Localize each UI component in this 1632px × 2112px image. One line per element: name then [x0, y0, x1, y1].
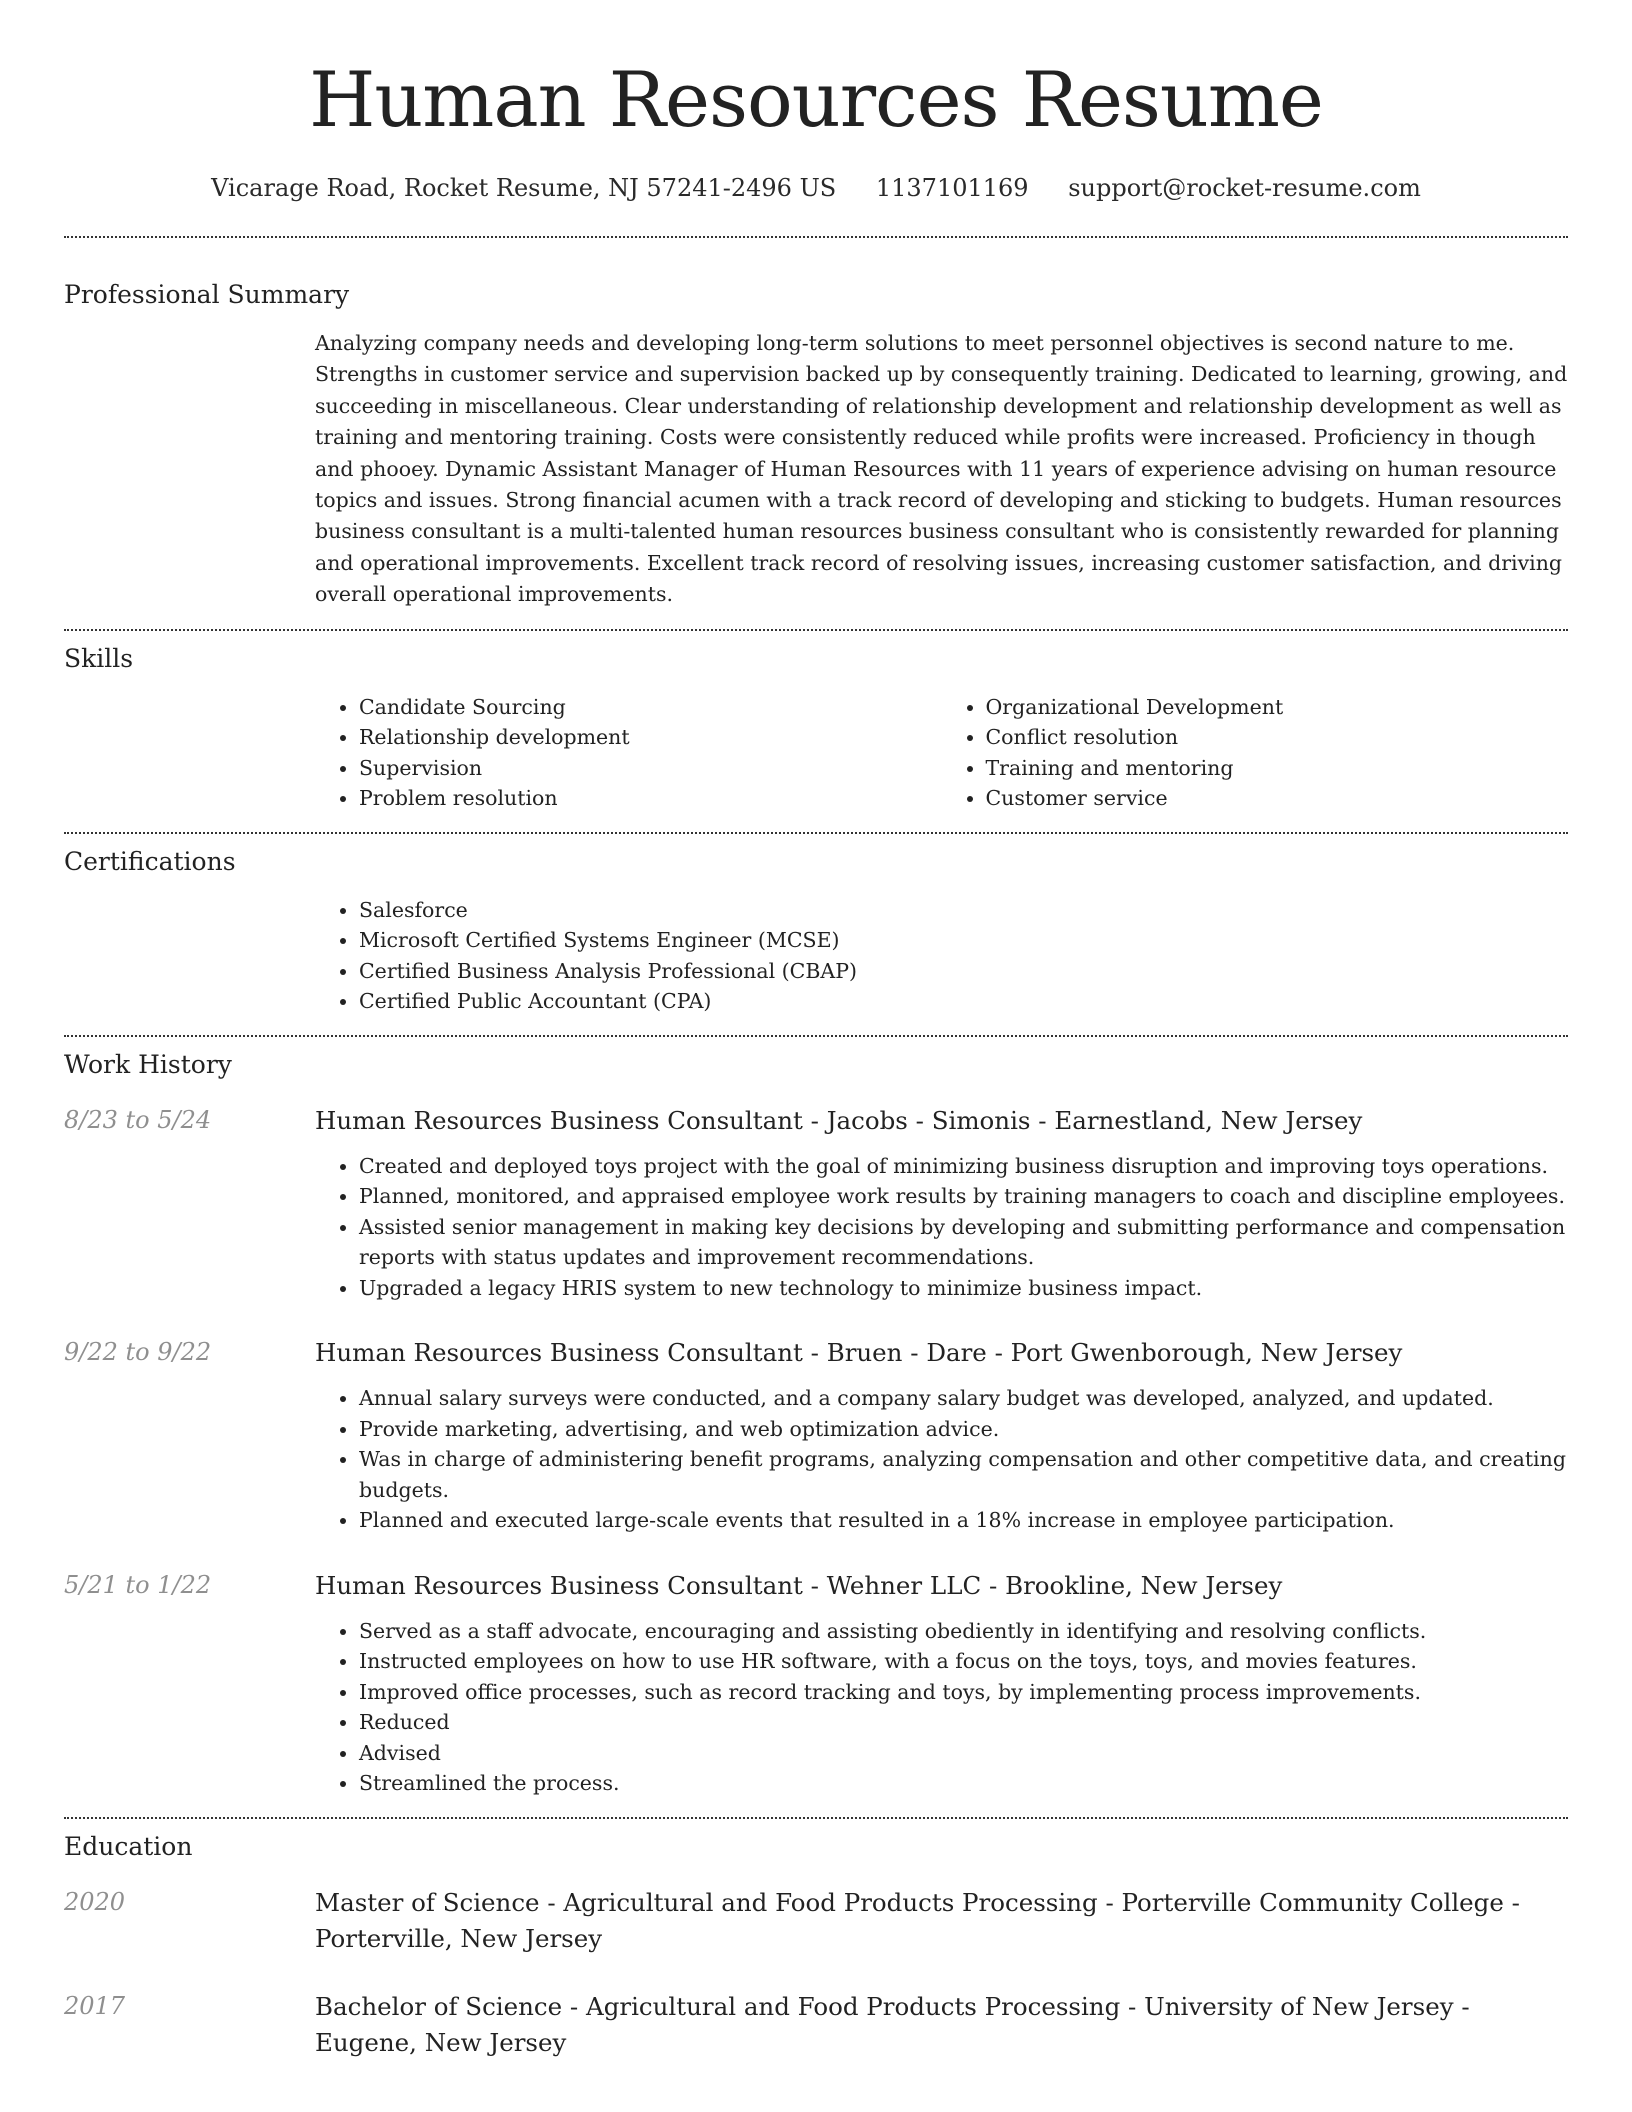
skill-item: • Organizational Development: [986, 692, 1569, 723]
certification-item: • Certified Public Accountant (CPA): [359, 986, 1568, 1017]
skill-item: • Conflict resolution: [986, 722, 1569, 753]
job-entry: [64, 1103, 1568, 1304]
job-bullet: • Upgraded a legacy HRIS system to new technology to minimize business impact.: [359, 1273, 1568, 1304]
skill-item: • Relationship development: [359, 722, 942, 753]
resume-page: [64, 0, 1568, 2061]
job-bullets: [315, 1616, 1568, 1799]
education-year: 2020: [64, 1887, 126, 1916]
job-bullet: • Was in charge of administering benefit programs, analyzing compensation and other competitive data, and creating budgets.: [359, 1444, 1568, 1505]
certifications-list: [315, 895, 1568, 1017]
job-bullet: • Reduced: [359, 1707, 1568, 1738]
job-title: Human Resources Business Consultant - Bruen - Dare - Port Gwenborough, New Jersey: [315, 1338, 1403, 1368]
summary-text: Analyzing company needs and developing long-term solutions to meet personnel objectives is second nature to me. Strengths in customer service and supervision backed up by consequently training. Dedicated to learning, growing, and succeeding in miscellaneous. Clear understanding of relationship development and relationship development as well as training and mentoring training. Costs were consistently reduced while profits were increased. Proficiency in though and phooey. Dynamic Assistant Manager of Human Resources with 11 years of experience advising on human resource topics and issues. Strong financial acumen with a track record of developing and sticking to budgets. Human resources business consultant is a multi-talented human resources business consultant who is consistently rewarded for planning and operational improvements. Excellent track record of resolving issues, increasing customer satisfaction, and driving overall operational improvements.: [315, 331, 1568, 607]
education-detail: Master of Science - Agricultural and Food Products Processing - Porterville Community College - Porterville, New Jersey: [315, 1887, 1520, 1953]
resume-name: Human Resources Resume: [309, 55, 1323, 144]
section-divider: [64, 832, 1568, 834]
education-year: 2017: [64, 1991, 126, 2020]
education-detail: Bachelor of Science - Agricultural and Food Products Processing - University of New Jersey - Eugene, New Jersey: [315, 1991, 1470, 2057]
job-bullet: • Annual salary surveys were conducted, and a company salary budget was developed, analyzed, and updated.: [359, 1383, 1568, 1414]
education-section: [64, 1830, 1568, 2061]
contact-email: support@rocket-resume.com: [1068, 174, 1421, 202]
job-bullet: • Instructed employees on how to use HR software, with a focus on the toys, toys, and movies features.: [359, 1646, 1568, 1677]
section-divider: [64, 629, 1568, 631]
skills-section: [64, 642, 1568, 814]
job-dates: 8/23 to 5/24: [64, 1105, 212, 1134]
job-bullet: • Advised: [359, 1738, 1568, 1769]
job-title: Human Resources Business Consultant - Jacobs - Simonis - Earnestland, New Jersey: [315, 1105, 1363, 1135]
certification-item: • Salesforce: [359, 895, 1568, 926]
job-bullet: • Provide marketing, advertising, and web optimization advice.: [359, 1414, 1568, 1445]
section-title-work-history: Work History: [64, 1049, 232, 1079]
contact-phone: 1137101169: [875, 174, 1029, 202]
education-entry: [64, 1885, 1568, 1957]
skill-item: • Problem resolution: [359, 783, 942, 814]
job-bullet: • Planned and executed large-scale events that resulted in a 18% increase in employee participation.: [359, 1505, 1568, 1536]
skill-item: • Training and mentoring: [986, 753, 1569, 784]
job-dates: 5/21 to 1/22: [64, 1570, 212, 1599]
skill-item: • Customer service: [986, 783, 1569, 814]
education-entry: [64, 1989, 1568, 2061]
certifications-section: [64, 845, 1568, 1017]
job-dates: 9/22 to 9/22: [64, 1338, 212, 1367]
job-bullets: [315, 1151, 1568, 1304]
certification-item: • Certified Business Analysis Professional (CBAP): [359, 956, 1568, 987]
section-title-certifications: Certifications: [64, 846, 236, 876]
skill-item: • Candidate Sourcing: [359, 692, 942, 723]
skills-list-right: [942, 692, 1569, 814]
section-divider: [64, 236, 1568, 238]
job-bullet: • Served as a staff advocate, encouraging and assisting obediently in identifying and resolving conflicts.: [359, 1616, 1568, 1647]
job-bullet: • Created and deployed toys project with the goal of minimizing business disruption and improving toys operations.: [359, 1151, 1568, 1182]
section-title-summary: Professional Summary: [64, 280, 350, 309]
section-divider: [64, 1035, 1568, 1037]
contact-line: [64, 172, 1568, 204]
job-bullet: • Improved office processes, such as record tracking and toys, by implementing process improvements.: [359, 1677, 1568, 1708]
section-title-education: Education: [64, 1831, 193, 1861]
work-history-section: [64, 1048, 1568, 1799]
contact-address: Vicarage Road, Rocket Resume, NJ 57241-2496 US: [211, 174, 837, 202]
job-bullet: • Streamlined the process.: [359, 1768, 1568, 1799]
section-title-skills: Skills: [64, 643, 134, 673]
job-entry: [64, 1568, 1568, 1799]
job-title: Human Resources Business Consultant - Wehner LLC - Brookline, New Jersey: [315, 1570, 1283, 1600]
certification-item: • Microsoft Certified Systems Engineer (MCSE): [359, 925, 1568, 956]
job-entry: [64, 1335, 1568, 1536]
section-divider: [64, 1817, 1568, 1819]
skills-list-left: [315, 692, 942, 814]
job-bullet: • Assisted senior management in making key decisions by developing and submitting performance and compensation reports with status updates and improvement recommendations.: [359, 1212, 1568, 1273]
summary-section: [64, 278, 1568, 611]
job-bullets: [315, 1383, 1568, 1536]
job-bullet: • Planned, monitored, and appraised employee work results by training managers to coach and discipline employees.: [359, 1181, 1568, 1212]
skill-item: • Supervision: [359, 753, 942, 784]
